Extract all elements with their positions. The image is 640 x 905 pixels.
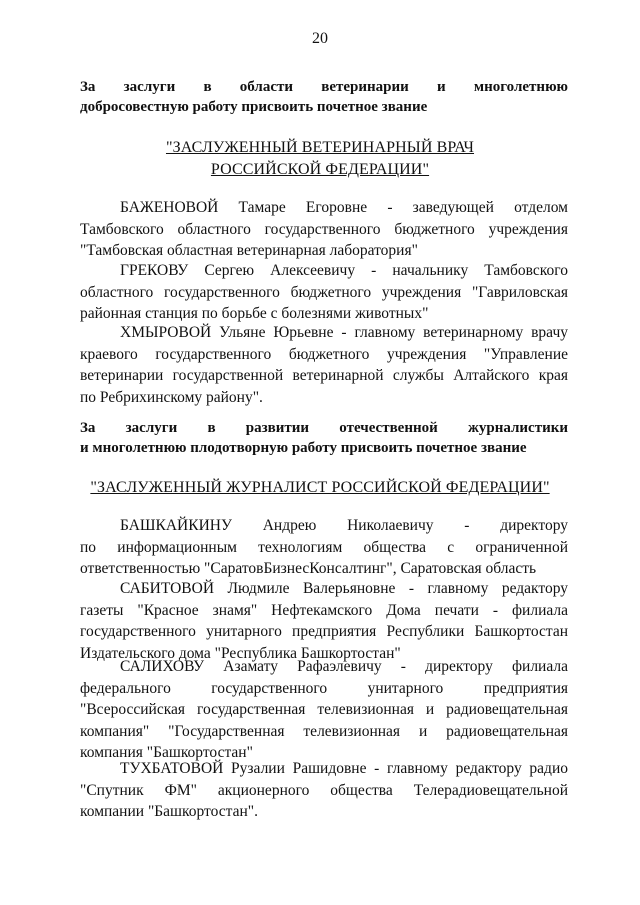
award-entry-bazhenova (80, 197, 568, 262)
entry-line: компания "Башкортостан" (80, 744, 253, 761)
entry-line: краевого государственного бюджетного учреждения "Управление (80, 345, 568, 363)
section1-title (0, 137, 640, 181)
award-entry-grekov (80, 260, 568, 325)
entry-line: по информационным технологиям общества с ограниченной (80, 538, 568, 556)
entry-line: районная станция по борьбе с болезнями животных" (80, 305, 429, 322)
section2-intro (80, 418, 568, 458)
section1-intro-line: добросовестную работу присвоить почетное звание (80, 99, 428, 115)
section2-intro-line: За заслуги в развитии отечественной журналистики (80, 420, 568, 436)
entry-line: Тамбовского областного государственного бюджетного учреждения (80, 220, 568, 238)
entry-line: "Тамбовская областная ветеринарная лаборатория" (80, 242, 418, 259)
award-entry-tukhbatova (80, 758, 568, 823)
award-entry-sabitova (80, 578, 568, 664)
section1-title-line: "ЗАСЛУЖЕННЫЙ ВЕТЕРИНАРНЫЙ ВРАЧ (165, 139, 475, 156)
entry-line: ТУХБАТОВОЙ Рузалии Рашидовне - главному редактору радио (120, 760, 568, 777)
entry-line: областного государственного бюджетного учреждения "Гавриловская (80, 283, 568, 301)
section1-intro-line: За заслуги в области ветеринарии и многолетнюю (80, 79, 568, 95)
entry-line: ГРЕКОВУ Сергею Алексеевичу - начальнику Тамбовского (120, 262, 568, 279)
entry-line: БАЖЕНОВОЙ Тамаре Егоровне - заведующей отделом (120, 199, 568, 216)
entry-line: газеты "Красное знамя" Нефтекамского Дома печати - филиала (80, 601, 568, 619)
entry-line: государственного унитарного предприятия Республики Башкортостан (80, 623, 568, 640)
award-entry-salikhov (80, 656, 568, 764)
entry-line: БАШКАЙКИНУ Андрею Николаевичу - директору (120, 517, 568, 534)
page-number: 20 (312, 30, 328, 47)
entry-line: САБИТОВОЙ Людмиле Валерьяновне - главному редактору (120, 580, 568, 597)
entry-line: ХМЫРОВОЙ Ульяне Юрьевне - главному ветеринарному врачу (120, 324, 568, 341)
entry-line: "Спутник ФМ" акционерного общества Телерадиовещательной (80, 781, 568, 799)
section2-title (0, 477, 640, 499)
section2-intro-line: и многолетнюю плодотворную работу присвоить почетное звание (80, 440, 527, 456)
section1-title-line: РОССИЙСКОЙ ФЕДЕРАЦИИ" (210, 161, 430, 178)
entry-line: ответственностью "СаратовБизнесКонсалтинг", Саратовская область (80, 560, 537, 577)
award-entry-bashkaykin (80, 515, 568, 580)
entry-line: федерального государственного унитарного предприятия (80, 679, 568, 697)
award-entry-khmyrova (80, 322, 568, 408)
entry-line: САЛИХОВУ Азамату Рафаэлевичу - директору филиала (120, 658, 568, 675)
section1-intro (80, 77, 568, 117)
entry-line: ветеринарии государственной ветеринарной службы Алтайского края (80, 367, 568, 384)
entry-line: компания" "Государственная телевизионная и радиовещательная (80, 722, 568, 740)
entry-line: Издательского дома "Республика Башкортостан" (80, 644, 401, 662)
entry-line: "Всероссийская государственная телевизионная и радиовещательная (80, 701, 568, 718)
entry-line: по Ребрихинскому району". (80, 388, 263, 406)
section2-title-line: "ЗАСЛУЖЕННЫЙ ЖУРНАЛИСТ РОССИЙСКОЙ ФЕДЕРАЦИИ" (90, 479, 550, 496)
entry-line: компании "Башкортостан". (80, 803, 258, 820)
